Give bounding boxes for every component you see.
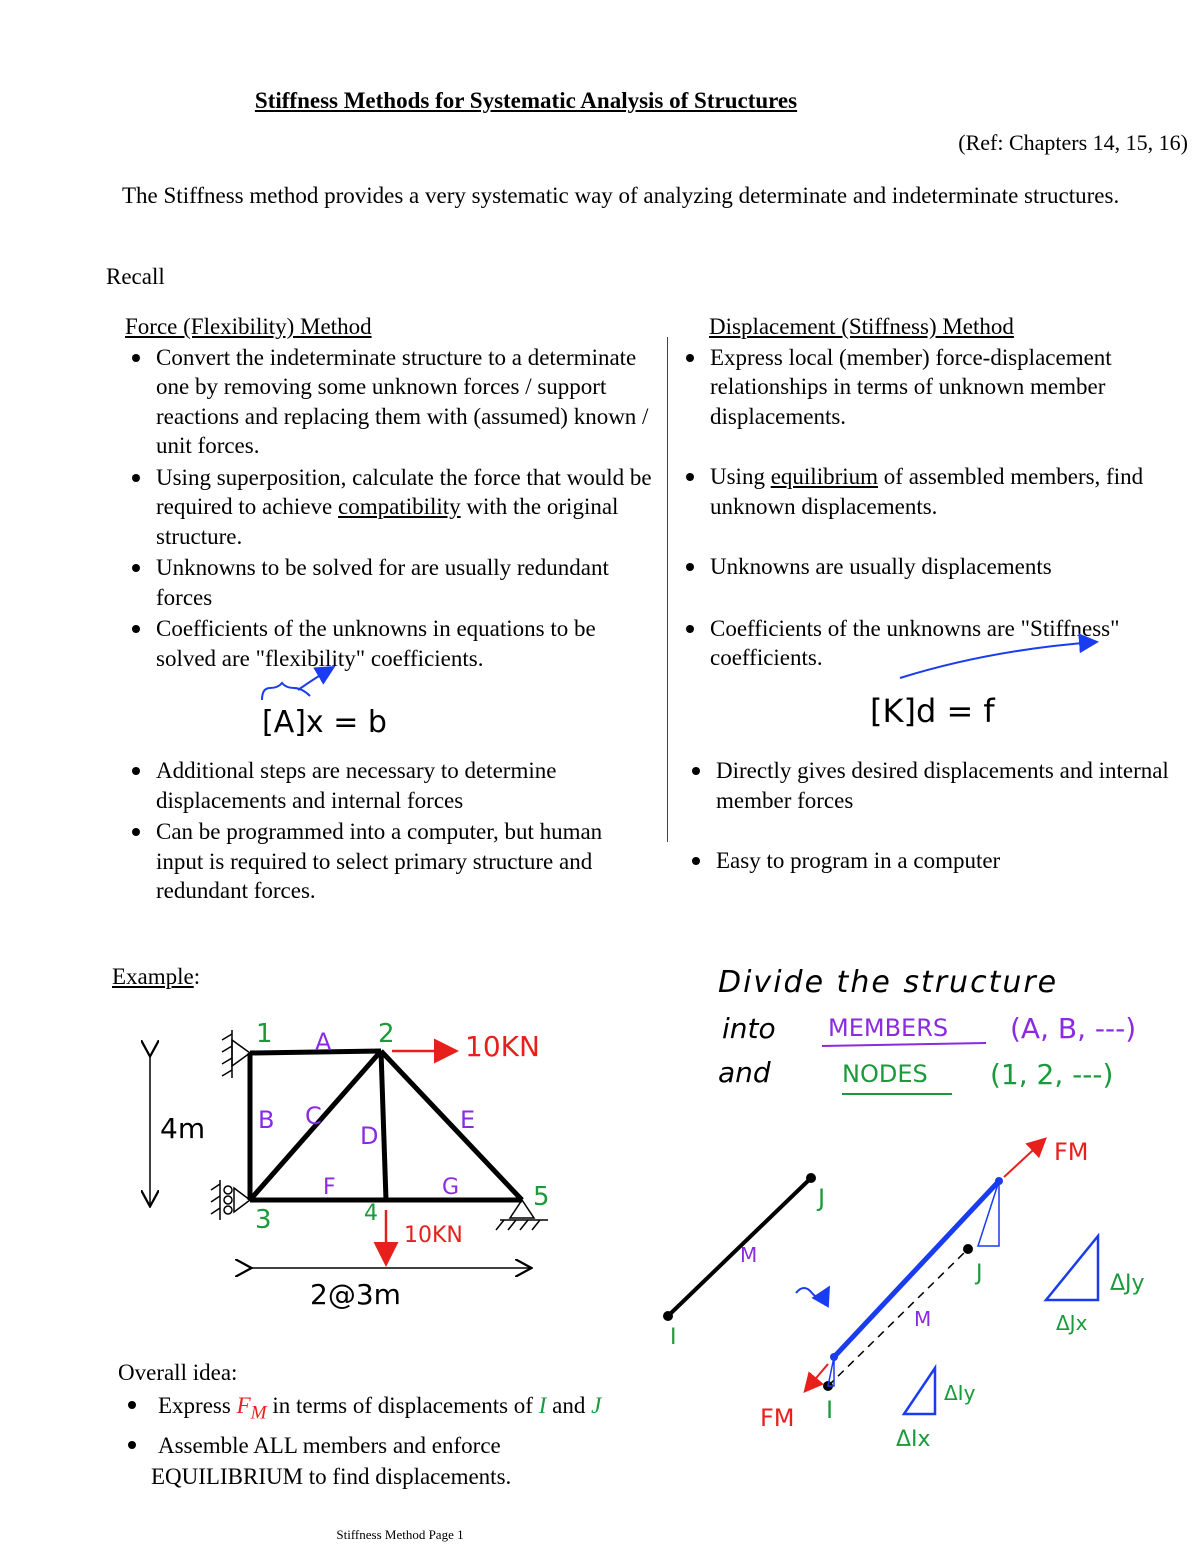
flex-arrow-icon xyxy=(298,668,332,690)
sketch1-end-i: I xyxy=(670,1325,677,1350)
note-line-2-pre: into xyxy=(722,1012,776,1045)
flex-equation-text: [A]x = b xyxy=(262,705,387,740)
height-label: 4m xyxy=(160,1112,206,1145)
member-f-label: F xyxy=(323,1175,336,1200)
compatibility-word: compatibility xyxy=(338,494,461,519)
overall-b2-line1: Assemble ALL members and enforce xyxy=(158,1432,501,1458)
divide-note xyxy=(718,965,1136,1094)
delta-jx-label: ΔJx xyxy=(1056,1311,1088,1335)
fm-arrow-j-icon xyxy=(1004,1140,1044,1177)
fm-symbol-sub: M xyxy=(250,1402,267,1424)
overall-b2-line2: EQUILIBRIUM to find displacements. xyxy=(151,1463,512,1489)
recall-label: Recall xyxy=(106,264,165,289)
stiffness-bullet-6: Easy to program in a computer xyxy=(682,846,1192,876)
node-1-label: 1 xyxy=(256,1019,273,1049)
equilibrium-word: equilibrium xyxy=(770,464,879,489)
delta-jy-label: ΔJy xyxy=(1110,1271,1145,1296)
member-b-label: B xyxy=(258,1106,275,1134)
i-symbol: I xyxy=(538,1393,547,1418)
overall-b1-pre: Express xyxy=(158,1393,231,1418)
stiffness-bullet-1: Express local (member) force-displacement relationships in terms of unknown member displacements. xyxy=(676,343,1191,432)
member-a-label: A xyxy=(315,1028,332,1056)
stiff-arrow-icon xyxy=(900,642,1095,678)
delta-i-triangle xyxy=(896,1368,976,1452)
stiffness-bullet-2-post: of assembled members, find unknown displacements. xyxy=(710,464,1144,519)
sketch1-end-j: J xyxy=(818,1184,826,1212)
stiffness-method-heading: Displacement (Stiffness) Method xyxy=(709,314,1014,339)
sketch2-end-j: J xyxy=(976,1261,983,1286)
overall-heading: Overall idea: xyxy=(118,1360,238,1385)
member-g-label: G xyxy=(442,1175,460,1200)
stiff-equation-text: [K]d = f xyxy=(870,692,995,730)
end-j-dot-icon xyxy=(806,1173,816,1183)
force-bullet-4: Coefficients of the unknowns in equations to be solved are "flexibility" coefficients. xyxy=(122,614,652,673)
example-label: Example: xyxy=(112,964,201,989)
member-sketch-initial xyxy=(663,1173,825,1350)
j-symbol: J xyxy=(591,1393,602,1418)
member-e-label: E xyxy=(460,1106,476,1134)
note-line-3-pre: and xyxy=(718,1056,771,1089)
stiffness-equation xyxy=(870,642,1095,730)
intro-paragraph: The Stiffness method provides a very systematic way of analyzing determinate and indeterminate structures. xyxy=(122,183,1120,208)
force-bullet-2-text: Using superposition, calculate the force that would be required to achieve xyxy=(156,464,652,519)
pin-support-1-icon xyxy=(222,1030,250,1078)
span-label: 2@3m xyxy=(310,1278,401,1311)
page-title: Stiffness Methods for Systematic Analysis of Structures xyxy=(254,88,798,113)
note-members: MEMBERS xyxy=(828,1014,949,1042)
delta-j-triangle xyxy=(1046,1236,1145,1335)
delta-iy-label: ΔIy xyxy=(944,1381,976,1405)
page-footer: Stiffness Method Page 1 xyxy=(336,1527,464,1542)
transform-arrow-icon xyxy=(796,1288,828,1297)
member-d-line xyxy=(381,1051,386,1200)
force-method-heading: Force (Flexibility) Method xyxy=(125,314,372,339)
sketch1-member: M xyxy=(740,1243,758,1267)
force-bullet-5: Additional steps are necessary to determine displacements and internal forces xyxy=(122,756,652,815)
members-underline xyxy=(822,1043,986,1046)
flexibility-equation xyxy=(262,668,387,740)
fm-symbol-letter: F xyxy=(236,1393,251,1418)
node-4-label: 4 xyxy=(364,1201,378,1226)
note-members-list: (A, B, ---) xyxy=(1010,1012,1137,1045)
overall-b1-mid: in terms of displacements of xyxy=(272,1393,533,1418)
roller-support-3-icon xyxy=(211,1180,250,1220)
stiffness-bullet-4: Coefficients of the unknowns are "Stiffness" coefficients. xyxy=(676,614,1191,673)
note-nodes: NODES xyxy=(842,1060,928,1088)
overall-b1-and: and xyxy=(552,1393,586,1418)
load-top-label: 10KN xyxy=(465,1030,540,1063)
fm-label-j: FM xyxy=(1054,1138,1089,1166)
stiffness-bullet-3: Unknowns are usually displacements xyxy=(676,552,1191,582)
sketch2-member: M xyxy=(914,1307,932,1331)
note-nodes-list: (1, 2, ---) xyxy=(990,1058,1114,1091)
fm-label-i: FM xyxy=(760,1404,795,1432)
node-3-label: 3 xyxy=(255,1205,272,1235)
example-word: Example xyxy=(112,964,194,989)
force-bullet-1: Convert the indeterminate structure to a determinate one by removing some unknown forces / support reactions and replacing them with (assumed) known / unit forces. xyxy=(122,343,652,461)
note-line-1: Divide the structure xyxy=(718,965,1059,1000)
stiffness-bullet-2-pre: Using xyxy=(710,464,765,489)
force-bullet-2-tail: with the original structure. xyxy=(156,494,619,549)
truss-diagram xyxy=(250,1051,522,1200)
force-bullet-6: Can be programmed into a computer, but human input is required to select primary structure and redundant forces. xyxy=(122,817,652,906)
force-bullet-3: Unknowns to be solved for are usually redundant forces xyxy=(122,553,652,612)
load-bottom-label: 10KN xyxy=(404,1223,463,1248)
member-c-label: C xyxy=(305,1102,322,1130)
end-i-dot-icon xyxy=(663,1311,673,1321)
sketch2-end-i: I xyxy=(826,1396,834,1424)
node-2-label: 2 xyxy=(378,1019,395,1049)
reference: (Ref: Chapters 14, 15, 16) xyxy=(958,130,1188,155)
node-5-label: 5 xyxy=(533,1182,550,1212)
stiffness-bullet-5: Directly gives desired displacements and internal member forces xyxy=(682,756,1192,815)
member-d-label: D xyxy=(360,1122,379,1150)
delta-ix-label: ΔIx xyxy=(896,1427,931,1452)
